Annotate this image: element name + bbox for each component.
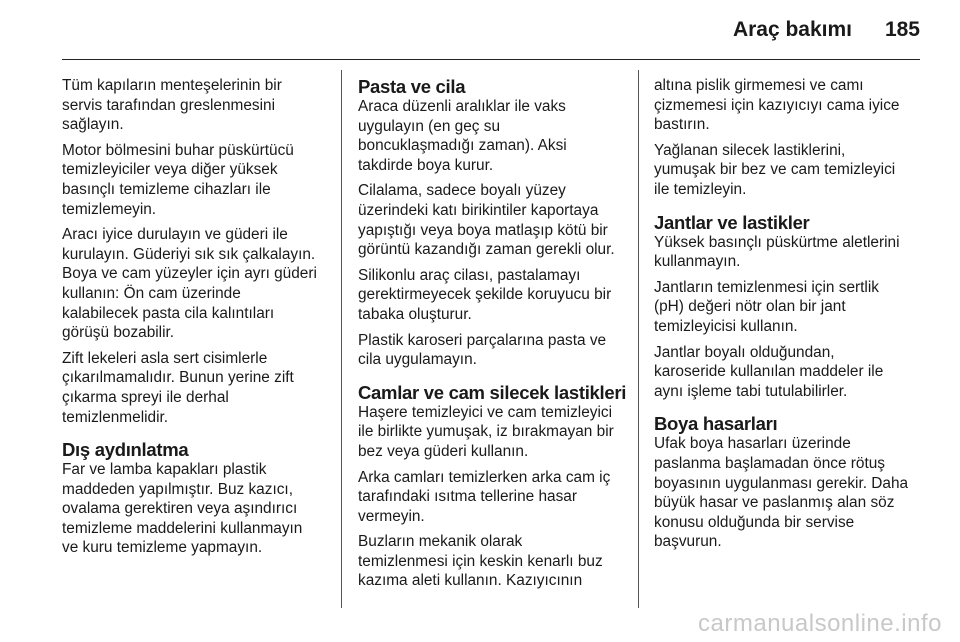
paragraph: Motor bölmesini buhar püskürtücü temizleyiciler veya diğer yüksek basınçlı temizleme cihazları ile temizlemeyin.: [62, 141, 294, 218]
column-divider: [638, 70, 639, 608]
paragraph: Yağlanan silecek lastiklerini, yumuşak bir bez ve cam temizleyici ile temizleyin.: [654, 141, 896, 198]
section-heading-exterior-lights: Dış aydınlatma: [62, 439, 189, 461]
section-heading-paint-damage: Boya hasarları: [654, 413, 778, 435]
paragraph: Ufak boya hasarları üzerinde paslanma başlamadan önce rötuş boyasının uygulanması gerekir. Daha büyük hasar ve paslanmış alan söz konusu olduğunda bir servise başvurun.: [654, 435, 909, 551]
column-right: [654, 76, 920, 558]
paragraph: Plastik karoseri parçalarına pasta ve cila uygulamayın.: [358, 331, 607, 369]
paragraph: Yüksek basınçlı püskürtme aletlerini kullanmayın.: [654, 233, 900, 271]
section-heading-windows-wipers: Camlar ve cam silecek lastikleri: [358, 381, 627, 403]
section-heading-wheels-tyres: Jantlar ve lastikler: [654, 211, 810, 233]
paragraph: Arka camları temizlerken arka cam iç tarafındaki ısıtma tellerine hasar vermeyin.: [358, 468, 611, 525]
paragraph: Jantların temizlenmesi için sertlik (pH) değeri nötr olan bir jant temizleyicisi kullanın.: [654, 278, 879, 335]
column-middle: [358, 76, 630, 597]
paragraph: Buzların mekanik olarak temizlenmesi için keskin kenarlı buz kazıma aleti kullanın. Kazıyıcının: [358, 533, 603, 590]
column-divider: [341, 70, 342, 608]
paragraph: Silikonlu araç cilası, pastalamayı gerektirmeyecek şekilde koruyucu bir tabaka oluşturur.: [358, 266, 612, 323]
page-title: Araç bakımı: [732, 18, 852, 41]
paragraph: Jantlar boyalı olduğundan, karoseride kullanılan maddeler ile aynı işleme tabi tutulabilirler.: [654, 343, 884, 400]
watermark: carmanualsonline.info: [698, 610, 942, 637]
paragraph: Aracı iyice durulayın ve güderi ile kurulayın. Güderiyi sık sık çalkalayın. Boya ve cam yüzeyler için ayrı güderi kullanın: Ön cam üzerinde kalabilecek pasta cila kalıntıları görüşü bozabilir.: [62, 226, 317, 342]
paragraph: Haşere temizleyici ve cam temizleyici ile birlikte yumuşak, iz bırakmayan bir bez veya güderi kullanın.: [358, 403, 614, 460]
paragraph: Tüm kapıların menteşelerinin bir servis tarafından greslenmesini sağlayın.: [62, 77, 282, 134]
page-header: [0, 0, 960, 62]
column-left: [62, 76, 334, 564]
header-rule: [62, 59, 920, 60]
paragraph: Far ve lamba kapakları plastik maddeden yapılmıştır. Buz kazıcı, ovalama gerektiren veya aşındırıcı temizleme maddelerini kullanmayın ve kuru temizleme yapmayın.: [62, 461, 303, 557]
paragraph: altına pislik girmemesi ve camı çizmemesi için kazıyıcıyı cama iyice bastırın.: [654, 77, 900, 134]
section-heading-polish-wax: Pasta ve cila: [358, 76, 466, 97]
page-number: 185: [884, 18, 920, 41]
paragraph: Cilalama, sadece boyalı yüzey üzerindeki katı birikintiler kaportaya yapıştığı veya boya matlaşıp kötü bir görüntü kazandığı zaman gerekli olur.: [358, 182, 615, 259]
paragraph: Araca düzenli aralıklar ile vaks uygulayın (en geç su boncuklaşmadığı zaman). Aksi takdirde boya kurur.: [358, 98, 567, 174]
paragraph: Zift lekeleri asla sert cisimlerle çıkarılmamalıdır. Bunun yerine zift çıkarma spreyi ile derhal temizlenmelidir.: [62, 349, 294, 426]
